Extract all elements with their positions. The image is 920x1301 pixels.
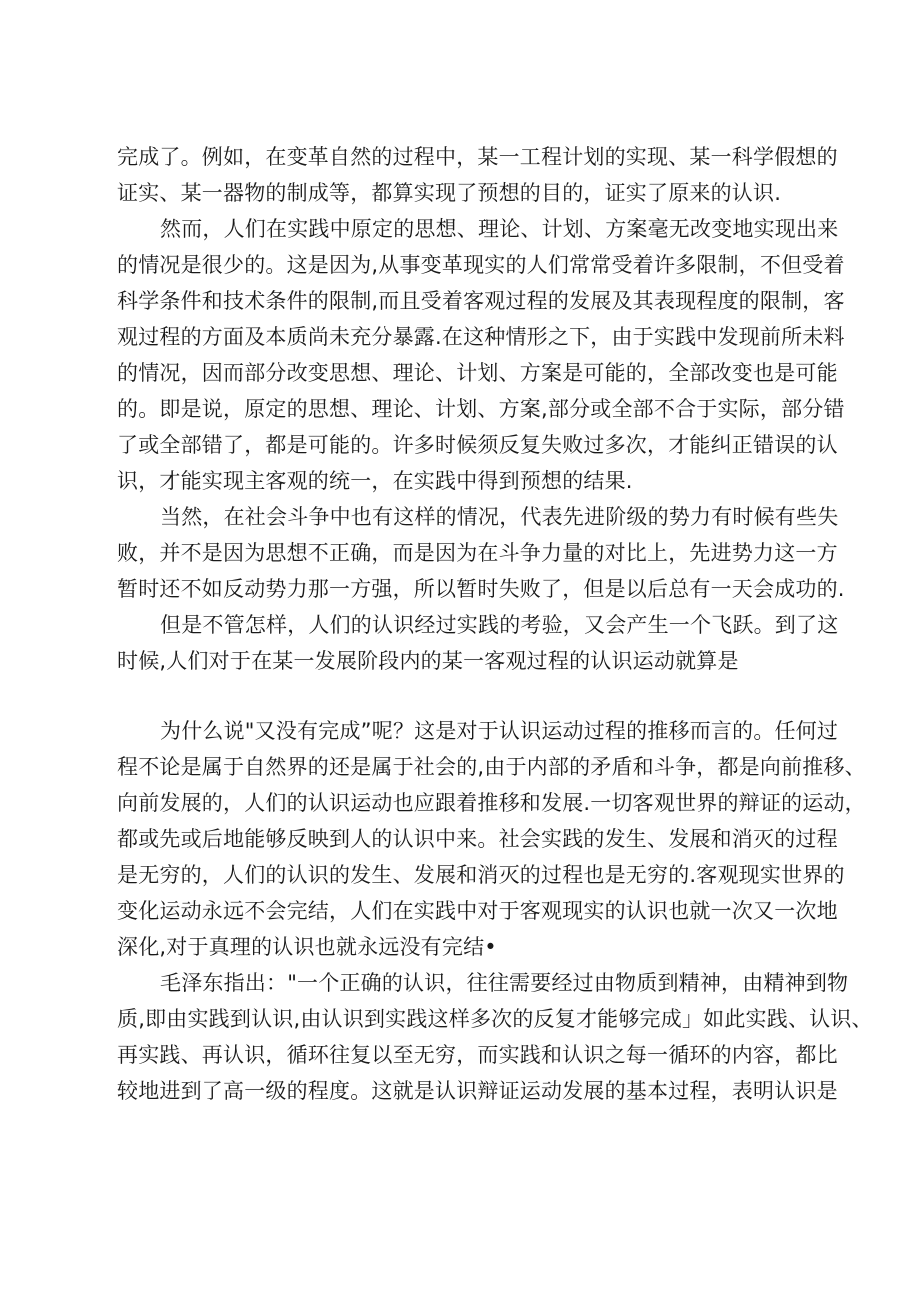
text-line: 时候,人们对于在某一发展阶段内的某一客观过程的认识运动就算是 xyxy=(117,649,739,673)
text-line: 再实践、再认识，循环往复以至无穷，而实践和认识之每一循环的内容，都比 xyxy=(117,1043,838,1067)
text-line: 是无穷的，人们的认识的发生、发展和消灭的过程也是无穷的.客观现实世界的 xyxy=(117,863,845,887)
text-line: 观过程的方面及本质尚未充分暴露.在这种情形之下，由于实践中发现前所未料 xyxy=(117,325,845,349)
paragraph-first-line: 然而，人们在实践中原定的思想、理论、计划、方案毫无改变地实现出来 xyxy=(160,217,839,241)
text-line: 较地进到了高一级的程度。这就是认识辩证运动发展的基本过程，表明认识是 xyxy=(117,1079,838,1103)
paragraph-first-line: 当然，在社会斗争中也有这样的情况，代表先进阶级的势力有时候有些失 xyxy=(160,505,839,529)
text-line: 证实、某一器物的制成等，都算实现了预想的目的，证实了原来的认识. xyxy=(117,181,782,205)
paragraph-first-line: 为什么说"又没有完成”呢？这是对于认识运动过程的推移而言的。任何过 xyxy=(160,719,839,743)
text-line: 质,即由实践到认识,由认识到实践这样多次的反复才能够完成」如此实践、认识、 xyxy=(117,1007,873,1031)
text-line: 了或全部错了，都是可能的。许多时候须反复失败过多次，才能纠正错误的认 xyxy=(117,433,838,457)
text-line: 向前发展的，人们的认识运动也应跟着推移和发展.一切客观世界的辩证的运动， xyxy=(117,791,866,815)
text-line: 完成了。例如，在变革自然的过程中，某一工程计划的实现、某一科学假想的 xyxy=(117,145,838,169)
text-line: 深化,对于真理的认识也就永远没有完结• xyxy=(117,935,497,959)
text-line: 的情况是很少的。这是因为,从事变革现实的人们常常受着许多限制，不但受着 xyxy=(117,253,845,277)
paragraph-first-line: 但是不管怎样，人们的认识经过实践的考验，又会产生一个飞跃。到了这 xyxy=(160,613,839,637)
text-line: 败，并不是因为思想不正确，而是因为在斗争力量的对比上，先进势力这一方 xyxy=(117,541,838,565)
text-line: 变化运动永远不会完结，人们在实践中对于客观现实的认识也就一次又一次地 xyxy=(117,899,838,923)
text-line: 程不论是属于自然界的还是属于社会的,由于内部的矛盾和斗争，都是向前推移、 xyxy=(117,755,866,779)
text-line: 识，才能实现主客观的统一，在实践中得到预想的结果. xyxy=(117,469,633,493)
paragraph-first-line: 毛泽东指出："一个正确的认识，往往需要经过由物质到精神，由精神到物 xyxy=(160,971,849,995)
text-line: 都或先或后地能够反映到人的认识中来。社会实践的发生、发展和消灭的过程 xyxy=(117,827,838,851)
text-line: 科学条件和技术条件的限制,而且受着客观过程的发展及其表现程度的限制，客 xyxy=(117,289,845,313)
text-line: 的。即是说，原定的思想、理论、计划、方案,部分或全部不合于实际，部分错 xyxy=(117,397,845,421)
text-line: 暂时还不如反动势力那一方强，所以暂时失败了，但是以后总有一天会成功的. xyxy=(117,577,845,601)
text-line: 的情况，因而部分改变思想、理论、计划、方案是可能的，全部改变也是可能 xyxy=(117,361,838,385)
